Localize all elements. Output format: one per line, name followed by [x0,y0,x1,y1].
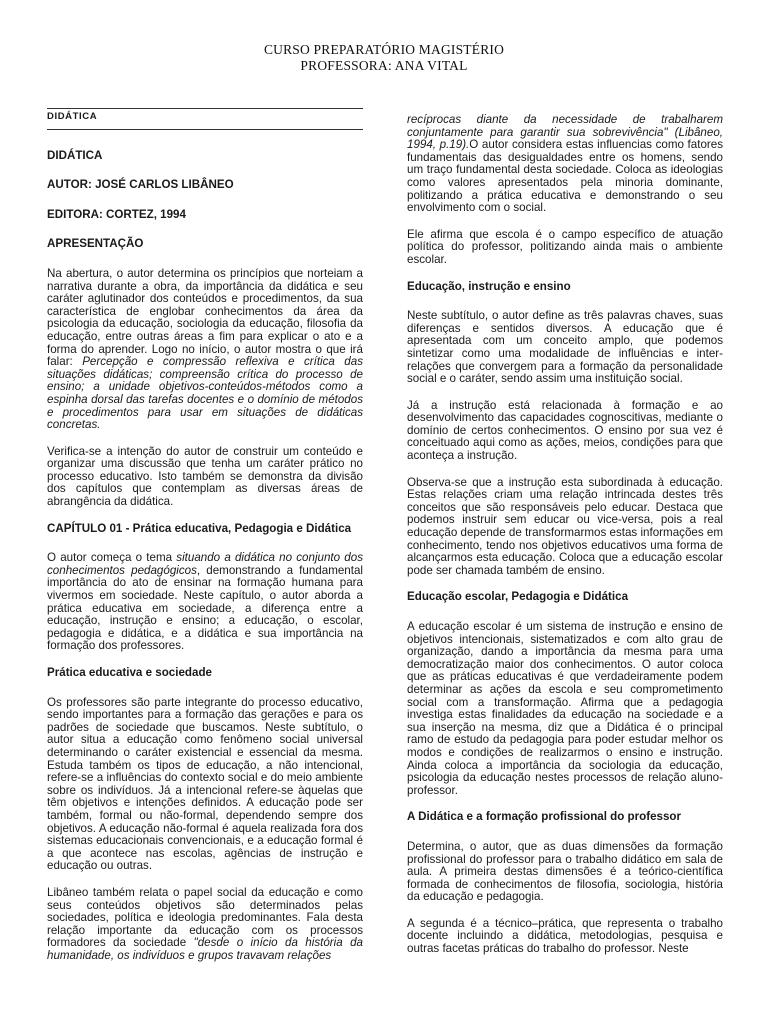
paragraph [47,446,363,509]
author-line: AUTOR: JOSÉ CARLOS LIBÂNEO [47,178,234,192]
text-run: A segunda é a técnico–prática, que representa o trabalho docente incluindo a didática, metodologias, pesquisa e outras facetas práticas do trabalho do professor. Neste [407,916,723,956]
italic-text: Percepção e compressão reflexiva e crítica das situações didáticas; compreensão crítica do processo de ensino; a unidade objetivos-conteúdos-métodos como a espinha dorsal das tarefas docentes e o domínio de métodos e procedimentos para usar em situações de didáticas concretas. [47,355,363,432]
text-run: Na abertura, o autor determina os princípios que norteiam a narrativa durante a obra, da importância da didática e seu caráter aglutinador dos conteúdos e procedimentos, da sua característica de englobar conhecimentos da área da psicologia da educação, sociologia da educação, filosofia da educação, entre outras áreas a fim para explicar o ato e a forma do aprender. Logo no início, o autor mostra o que irá falar: [47,266,363,369]
right-column [407,114,723,970]
text-run: Já a instrução está relacionada à formação e ao desenvolvimento das capacidades cognoscitivas, mediante o domínio de certos conhecimentos. O ensino por sua vez é conceituado aqui como as ações, meios, condições para que aconteça a instrução. [407,398,723,463]
italic-text: situando a didática no conjunto dos conhecimentos pedagógicos [47,551,363,577]
paragraph [47,887,363,963]
text-run: Ele afirma que escola é o campo específico de atuação política do professor, politizando ainda mais o ambiente escolar. [407,227,723,266]
paragraph [407,229,723,267]
paragraph [407,477,723,578]
paragraph [407,621,723,797]
text-run: A educação escolar é um sistema de instrução e ensino de objetivos intencionais, sistematizados e com alto grau de organização, dando a importância da mesma para uma democratização maior dos conhecimentos. O autor coloca que as práticas educativas é que verdadeiramente podem determinar as ações da escola e seu comprometimento social com a transformação. Afirma que a pedagogia investiga estas finalidades da educação na sociedade e a sua inserção na mesma, diz que a Didática é o principal ramo de estudo da pedagogia para poder estudar melhor os modos e condições de realizarmos o ensino e instrução. Ainda coloca a importância da sociologia da educação, psicologia da educação nestes processos de relação aluno-professor. [407,620,723,797]
subheading: Educação, instrução e ensino [407,279,571,293]
text-run: , demonstrando a fundamental importância do ato de ensinar na formação humana para vivermos em sociedade. Neste capítulo, o autor aborda a prática educativa em sociedade, a diferença entre a educação, instrução e ensino; a educação, o escolar, pedagogia e didática, e a didática e sua importância na formação dos professores. [47,563,363,653]
text-run: Neste subtítulo, o autor define as três palavras chaves, suas diferenças e sentidos diversos. A educação que é apresentada com um conceito amplo, que podemos sintetizar como uma modalidade de influências e inter-relações que convergem para a formação da personalidade social e o caráter, sendo assim uma instituição social. [407,309,723,386]
presentation-heading: APRESENTAÇÃO [47,237,144,251]
text-run: O autor começa o tema [47,551,177,565]
italic-text: "desde o início da história da humanidade, os indivíduos e grupos travavam relações [47,936,363,962]
subheading: Prática educativa e sociedade [47,666,212,679]
paragraph [407,400,723,463]
left-column [47,108,363,976]
section-label: DIDÁTICA [47,108,363,130]
text-run: Determina, o autor, que as duas dimensões da formação profissional do professor para o trabalho didático em sala de aula. A primeira destas dimensões é a teórico-científica formada de conhecimentos de filosofia, sociologia, história da educação e pedagogia. [407,839,723,904]
italic-text: recíprocas diante da necessidade de trabalharem conjuntamente para garantir sua sobrevivência" (Libâneo, 1994, p.19). [407,113,723,152]
paragraph [407,114,723,215]
subheading: Educação escolar, Pedagogia e Didática [407,590,629,604]
text-run: Os professores são parte integrante do processo educativo, sendo importantes para a formação das gerações e para os padrões de sociedade que buscamos. Neste subtítulo, o autor situa a educação como fenômeno social universal determinando o caráter existencial e essencial da mesma. Estuda também os tipos de educação, a não intencional, refere-se a influências do contexto social e do meio ambiente sobre os indivíduos. Já a intencional refere-se àquelas que têm objetivos e intenções definidos. A educação pode ser também, formal ou não-formal, dependendo sempre dos objetivos. A educação não-formal é aquela realizada fora dos sistemas educacionais convencionais, e a educação formal é a que acontece nas escolas, agências de instrução e educação ou outras. [47,695,363,873]
paragraph [407,841,723,904]
text-run: Observa-se que a instrução esta subordinada à educação. Estas relações criam uma relação intrincada destes três conceitos que são responsáveis pelo educar. Destaca que podemos instruir sem educar ou vice-versa, pois a real educação depende de transformarmos estas informações em conhecimento, tendo nos objetivos educativos uma forma de alcançarmos esta educação. Coloca que a educação escolar pode ser chamada também de ensino. [407,475,723,577]
paragraph [407,310,723,386]
paragraph [407,918,723,956]
publisher-line: EDITORA: CORTEZ, 1994 [47,207,186,221]
course-title: CURSO PREPARATÓRIO MAGISTÉRIO [263,42,505,57]
paragraph [47,268,363,432]
text-run: O autor considera estas influencias como fatores fundamentais das desigualdades entre os homens, sendo um traço fundamental desta sociedade. Coloca as ideologias como valores apresentados pela minoria dominante, politizando a prática educativa e demonstrando o seu envolvimento com o social. [407,138,723,215]
teacher-name: PROFESSORA: ANA VITAL [300,58,468,73]
paragraph [47,697,363,873]
page-header [0,42,768,74]
subheading: A Didática e a formação profissional do professor [407,810,682,824]
text-run: Verifica-se a intenção do autor de construir um conteúdo e organizar uma discussão que tenha um caráter prático no processo educativo. Isto também se demonstra da divisão dos capítulos que contemplam as diversas áreas de abrangência da didática. [47,444,363,509]
chapter-heading: CAPÍTULO 01 - Prática educativa, Pedagogia e Didática [47,521,352,535]
paragraph [47,552,363,653]
text-run: Libâneo também relata o papel social da educação e como seus conteúdos objetivos são determinados pelas sociedades, política e ideologia predominantes. Fala desta relação importante da educação com os processos formadores da sociedade [47,885,363,950]
document-title: DIDÁTICA [47,148,103,162]
